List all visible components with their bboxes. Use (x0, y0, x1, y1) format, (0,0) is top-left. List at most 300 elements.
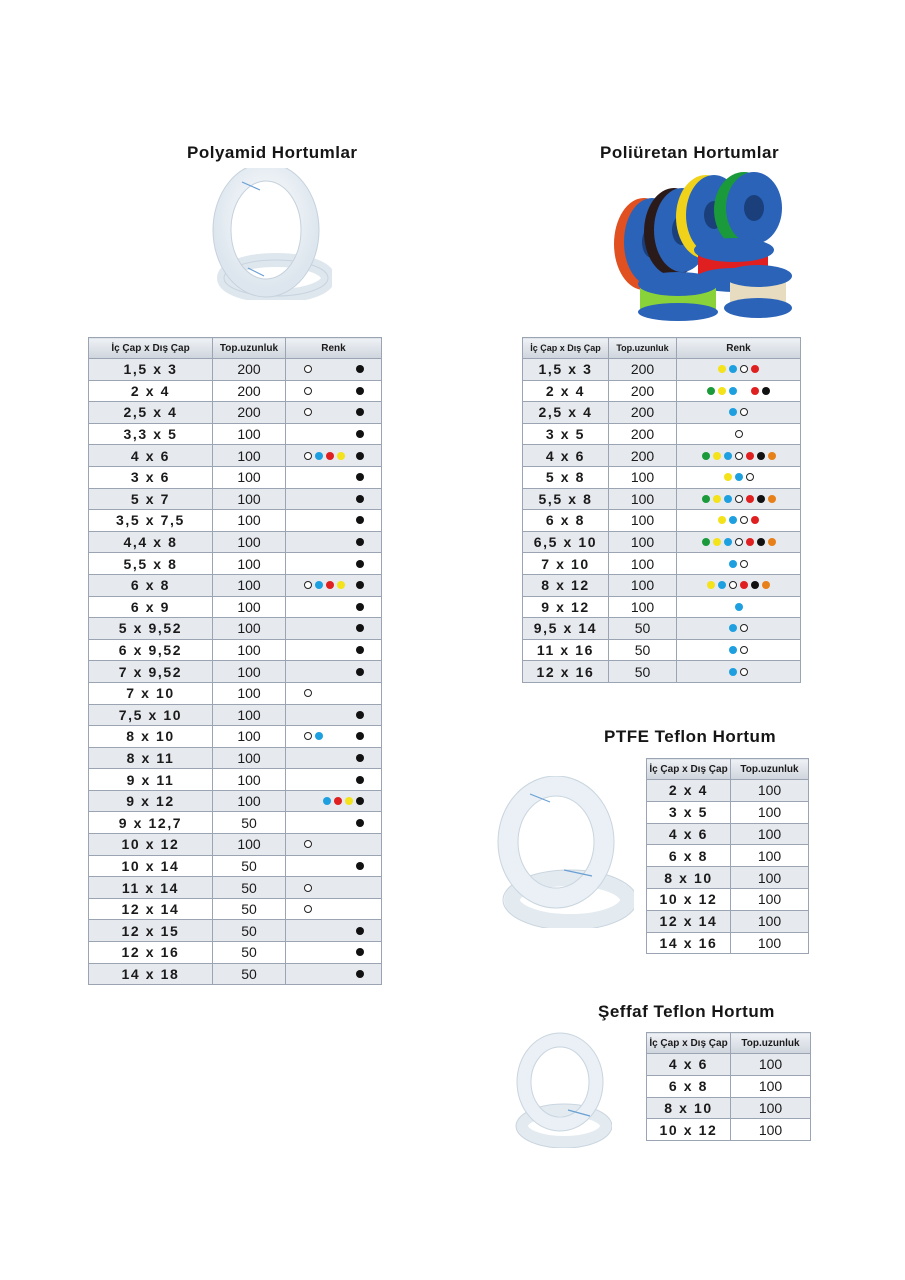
black-color-dot-icon (356, 948, 364, 956)
red-color-dot-icon (746, 452, 754, 460)
size-cell: 12 x 16 (523, 661, 609, 683)
red-color-dot-icon (326, 452, 334, 460)
length-cell: 100 (731, 823, 809, 845)
black-color-dot-icon (762, 387, 770, 395)
size-cell: 2 x 4 (523, 380, 609, 402)
black-color-dot-icon (757, 452, 765, 460)
yellow-color-dot-icon (713, 452, 721, 460)
color-dots-right (354, 948, 365, 956)
black-color-dot-icon (356, 430, 364, 438)
seffaf-title: Şeffaf Teflon Hortum (598, 1002, 775, 1021)
table-row (523, 531, 801, 553)
color-cell (286, 963, 382, 985)
table-row (647, 823, 809, 845)
length-cell: 50 (609, 661, 677, 683)
length-cell: 100 (213, 747, 286, 769)
color-cell (286, 510, 382, 532)
color-cell (286, 531, 382, 553)
white-color-dot-icon (740, 365, 748, 373)
color-dots-right (354, 495, 365, 503)
black-color-dot-icon (356, 538, 364, 546)
size-cell: 3 x 5 (523, 423, 609, 445)
color-dots-left (302, 452, 346, 460)
table-row (89, 898, 382, 920)
black-color-dot-icon (356, 581, 364, 589)
table-row (523, 445, 801, 467)
color-dots-right (354, 516, 365, 524)
size-cell: 11 x 16 (523, 639, 609, 661)
table-row (647, 1119, 811, 1141)
color-cell (286, 790, 382, 812)
color-cell (286, 855, 382, 877)
color-dots-right (354, 862, 365, 870)
black-color-dot-icon (356, 473, 364, 481)
table-row (647, 932, 809, 954)
length-cell: 100 (213, 488, 286, 510)
white-color-dot-icon (740, 624, 748, 632)
length-cell: 100 (609, 488, 677, 510)
table-row (89, 812, 382, 834)
color-dots-right (354, 538, 365, 546)
color-cell (677, 618, 801, 640)
table-row (523, 661, 801, 683)
size-cell: 4 x 6 (523, 445, 609, 467)
red-color-dot-icon (326, 581, 334, 589)
black-color-dot-icon (356, 927, 364, 935)
header-length: Top.uzunluk (213, 338, 286, 359)
white-color-dot-icon (304, 884, 312, 892)
red-color-dot-icon (751, 516, 759, 524)
blue-color-dot-icon (323, 797, 331, 805)
length-cell: 100 (609, 596, 677, 618)
length-cell: 50 (213, 812, 286, 834)
yellow-color-dot-icon (718, 516, 726, 524)
size-cell: 3 x 5 (647, 801, 731, 823)
size-cell: 6 x 8 (647, 1075, 731, 1097)
table-row (647, 801, 809, 823)
size-cell: 4 x 6 (647, 823, 731, 845)
size-cell: 4 x 6 (647, 1054, 731, 1076)
size-cell: 10 x 12 (647, 1119, 731, 1141)
table-row (89, 618, 382, 640)
white-color-dot-icon (735, 452, 743, 460)
length-cell: 200 (609, 402, 677, 424)
table-row (89, 661, 382, 683)
color-dots-right (354, 970, 365, 978)
color-cell (677, 466, 801, 488)
size-cell: 2,5 x 4 (89, 402, 213, 424)
length-cell: 100 (213, 574, 286, 596)
length-cell: 100 (213, 834, 286, 856)
blue-color-dot-icon (729, 387, 737, 395)
yellow-color-dot-icon (337, 581, 345, 589)
length-cell: 100 (609, 466, 677, 488)
length-cell: 200 (609, 445, 677, 467)
seffaf-header-row (647, 1033, 811, 1054)
color-dots-right (354, 776, 365, 784)
table-row (647, 780, 809, 802)
size-cell: 14 x 16 (647, 932, 731, 954)
color-dots-right (354, 430, 365, 438)
color-dots-right (354, 603, 365, 611)
table-row (89, 359, 382, 381)
red-color-dot-icon (746, 538, 754, 546)
size-cell: 12 x 14 (89, 898, 213, 920)
length-cell: 200 (609, 423, 677, 445)
color-dots-right (354, 754, 365, 762)
black-color-dot-icon (356, 754, 364, 762)
color-cell (286, 812, 382, 834)
green-color-dot-icon (702, 495, 710, 503)
blue-color-dot-icon (718, 581, 726, 589)
red-color-dot-icon (334, 797, 342, 805)
color-dots-left (302, 732, 324, 740)
color-cell (286, 618, 382, 640)
length-cell: 50 (609, 618, 677, 640)
color-cell (286, 898, 382, 920)
length-cell: 100 (213, 790, 286, 812)
size-cell: 11 x 14 (89, 877, 213, 899)
color-dots-right (354, 473, 365, 481)
color-dots-left (302, 689, 313, 697)
size-cell: 5 x 9,52 (89, 618, 213, 640)
size-cell: 5 x 8 (523, 466, 609, 488)
color-cell (677, 531, 801, 553)
length-cell: 100 (731, 867, 809, 889)
white-color-dot-icon (735, 495, 743, 503)
table-row (523, 423, 801, 445)
white-color-dot-icon (740, 516, 748, 524)
black-color-dot-icon (751, 581, 759, 589)
length-cell: 100 (609, 574, 677, 596)
table-row (523, 618, 801, 640)
color-cell (286, 942, 382, 964)
color-cell (286, 920, 382, 942)
color-dots-left (302, 365, 313, 373)
table-row (89, 574, 382, 596)
size-cell: 12 x 15 (89, 920, 213, 942)
color-cell (286, 747, 382, 769)
color-dots-left (302, 905, 313, 913)
table-row (89, 682, 382, 704)
poliuretan-table (522, 337, 801, 683)
black-color-dot-icon (356, 776, 364, 784)
size-cell: 5 x 7 (89, 488, 213, 510)
size-cell: 9 x 12 (89, 790, 213, 812)
size-cell: 9 x 11 (89, 769, 213, 791)
color-cell (286, 466, 382, 488)
table-row (523, 553, 801, 575)
color-cell (286, 877, 382, 899)
orange-color-dot-icon (768, 452, 776, 460)
color-cell (677, 423, 801, 445)
poliuretan-header-row (523, 338, 801, 359)
white-color-dot-icon (304, 452, 312, 460)
size-cell: 6 x 8 (523, 510, 609, 532)
green-color-dot-icon (702, 452, 710, 460)
color-dots-right (354, 560, 365, 568)
table-row (647, 1075, 811, 1097)
size-cell: 1,5 x 3 (89, 359, 213, 381)
table-row (523, 380, 801, 402)
color-cell (286, 682, 382, 704)
length-cell: 200 (609, 380, 677, 402)
table-row (523, 574, 801, 596)
size-cell: 10 x 12 (647, 888, 731, 910)
length-cell: 50 (213, 920, 286, 942)
size-cell: 6 x 9,52 (89, 639, 213, 661)
length-cell: 100 (213, 704, 286, 726)
length-cell: 100 (731, 910, 809, 932)
color-dots-left (302, 581, 346, 589)
length-cell: 200 (213, 359, 286, 381)
size-cell: 14 x 18 (89, 963, 213, 985)
size-cell: 8 x 10 (647, 867, 731, 889)
length-cell: 100 (609, 553, 677, 575)
table-row (89, 769, 382, 791)
black-color-dot-icon (356, 862, 364, 870)
color-cell (286, 574, 382, 596)
table-row (523, 510, 801, 532)
white-color-dot-icon (304, 689, 312, 697)
color-dots-right (354, 732, 365, 740)
table-row (647, 867, 809, 889)
black-color-dot-icon (356, 711, 364, 719)
length-cell: 100 (731, 1119, 811, 1141)
size-cell: 8 x 10 (647, 1097, 731, 1119)
blue-color-dot-icon (729, 646, 737, 654)
table-row (647, 888, 809, 910)
length-cell: 50 (213, 877, 286, 899)
length-cell: 100 (213, 553, 286, 575)
color-dots-right (354, 624, 365, 632)
white-color-dot-icon (304, 581, 312, 589)
black-color-dot-icon (356, 819, 364, 827)
color-cell (677, 661, 801, 683)
length-cell: 50 (213, 963, 286, 985)
table-row (89, 553, 382, 575)
black-color-dot-icon (757, 495, 765, 503)
header-length: Top.uzunluk (731, 1033, 811, 1054)
black-color-dot-icon (356, 646, 364, 654)
white-color-dot-icon (740, 408, 748, 416)
black-color-dot-icon (356, 495, 364, 503)
table-row (89, 639, 382, 661)
black-color-dot-icon (356, 797, 364, 805)
orange-color-dot-icon (768, 538, 776, 546)
length-cell: 100 (213, 682, 286, 704)
yellow-color-dot-icon (707, 581, 715, 589)
length-cell: 100 (213, 466, 286, 488)
color-cell (286, 596, 382, 618)
header-size: İç Çap x Dış Çap (523, 338, 609, 359)
header-size: İç Çap x Dış Çap (647, 759, 731, 780)
black-color-dot-icon (356, 970, 364, 978)
color-cell (677, 574, 801, 596)
green-color-dot-icon (707, 387, 715, 395)
white-color-dot-icon (304, 365, 312, 373)
table-row (523, 596, 801, 618)
blue-color-dot-icon (724, 538, 732, 546)
length-cell: 100 (213, 726, 286, 748)
length-cell: 100 (609, 510, 677, 532)
table-row (89, 531, 382, 553)
table-row (89, 790, 382, 812)
blue-color-dot-icon (315, 732, 323, 740)
size-cell: 5,5 x 8 (523, 488, 609, 510)
table-row (523, 359, 801, 381)
size-cell: 6,5 x 10 (523, 531, 609, 553)
size-cell: 3,5 x 7,5 (89, 510, 213, 532)
table-row (89, 942, 382, 964)
yellow-color-dot-icon (713, 495, 721, 503)
red-color-dot-icon (746, 495, 754, 503)
header-size: İç Çap x Dış Çap (89, 338, 213, 359)
color-dots-left (302, 884, 313, 892)
size-cell: 3,3 x 5 (89, 423, 213, 445)
blue-color-dot-icon (315, 452, 323, 460)
length-cell: 100 (731, 845, 809, 867)
ptfe-coil-image (494, 776, 634, 928)
size-cell: 9 x 12,7 (89, 812, 213, 834)
size-cell: 7 x 9,52 (89, 661, 213, 683)
ptfe-header-row (647, 759, 809, 780)
size-cell: 1,5 x 3 (523, 359, 609, 381)
table-row (89, 855, 382, 877)
black-color-dot-icon (356, 603, 364, 611)
blue-color-dot-icon (735, 603, 743, 611)
size-cell: 5,5 x 8 (89, 553, 213, 575)
color-cell (677, 380, 801, 402)
size-cell: 7,5 x 10 (89, 704, 213, 726)
header-length: Top.uzunluk (609, 338, 677, 359)
color-cell (677, 639, 801, 661)
color-dots-left (302, 408, 313, 416)
table-row (89, 466, 382, 488)
table-row (647, 1097, 811, 1119)
seffaf-table (646, 1032, 811, 1141)
white-color-dot-icon (729, 581, 737, 589)
color-cell (286, 488, 382, 510)
color-cell (286, 553, 382, 575)
white-color-dot-icon (735, 430, 743, 438)
color-cell (286, 423, 382, 445)
poliuretan-spools-image (594, 172, 800, 322)
color-cell (286, 769, 382, 791)
length-cell: 100 (731, 1075, 811, 1097)
table-row (89, 510, 382, 532)
yellow-color-dot-icon (713, 538, 721, 546)
color-dots-right (354, 581, 365, 589)
color-cell (677, 445, 801, 467)
length-cell: 200 (213, 402, 286, 424)
polyamid-header-row (89, 338, 382, 359)
length-cell: 100 (213, 596, 286, 618)
color-cell (677, 359, 801, 381)
length-cell: 100 (731, 932, 809, 954)
white-color-dot-icon (740, 646, 748, 654)
length-cell: 100 (213, 769, 286, 791)
table-row (523, 639, 801, 661)
color-dots-right (354, 927, 365, 935)
table-row (89, 423, 382, 445)
polyamid-coil-image (208, 168, 332, 300)
color-dots-right (354, 668, 365, 676)
length-cell: 100 (213, 423, 286, 445)
blue-color-dot-icon (735, 473, 743, 481)
length-cell: 50 (609, 639, 677, 661)
size-cell: 7 x 10 (523, 553, 609, 575)
size-cell: 6 x 8 (647, 845, 731, 867)
ptfe-table (646, 758, 809, 954)
length-cell: 50 (213, 942, 286, 964)
table-row (647, 1054, 811, 1076)
table-row (647, 845, 809, 867)
orange-color-dot-icon (768, 495, 776, 503)
red-color-dot-icon (751, 387, 759, 395)
color-dots-right (354, 452, 365, 460)
size-cell: 10 x 12 (89, 834, 213, 856)
table-row (89, 488, 382, 510)
table-row (89, 877, 382, 899)
color-dots-right (354, 646, 365, 654)
blue-color-dot-icon (729, 516, 737, 524)
size-cell: 7 x 10 (89, 682, 213, 704)
blue-color-dot-icon (724, 452, 732, 460)
size-cell: 9,5 x 14 (523, 618, 609, 640)
green-color-dot-icon (702, 538, 710, 546)
table-row (89, 380, 382, 402)
table-row (89, 963, 382, 985)
color-cell (286, 661, 382, 683)
table-row (89, 920, 382, 942)
white-color-dot-icon (304, 408, 312, 416)
size-cell: 8 x 10 (89, 726, 213, 748)
length-cell: 100 (731, 1097, 811, 1119)
red-color-dot-icon (751, 365, 759, 373)
color-cell (677, 510, 801, 532)
length-cell: 100 (213, 510, 286, 532)
size-cell: 12 x 14 (647, 910, 731, 932)
polyamid-table (88, 337, 382, 985)
blue-color-dot-icon (729, 408, 737, 416)
length-cell: 100 (213, 661, 286, 683)
color-cell (677, 553, 801, 575)
black-color-dot-icon (356, 365, 364, 373)
white-color-dot-icon (304, 732, 312, 740)
color-cell (286, 726, 382, 748)
length-cell: 100 (213, 531, 286, 553)
length-cell: 50 (213, 898, 286, 920)
white-color-dot-icon (304, 840, 312, 848)
white-color-dot-icon (740, 560, 748, 568)
color-dots-right (354, 365, 365, 373)
yellow-color-dot-icon (337, 452, 345, 460)
table-row (89, 704, 382, 726)
color-dots-right (354, 711, 365, 719)
yellow-color-dot-icon (345, 797, 353, 805)
seffaf-coil-image (510, 1030, 612, 1148)
black-color-dot-icon (356, 560, 364, 568)
yellow-color-dot-icon (718, 387, 726, 395)
blue-color-dot-icon (729, 560, 737, 568)
black-color-dot-icon (356, 732, 364, 740)
table-row (89, 747, 382, 769)
ptfe-title: PTFE Teflon Hortum (604, 727, 777, 746)
table-row (89, 402, 382, 424)
size-cell: 8 x 12 (523, 574, 609, 596)
length-cell: 100 (731, 780, 809, 802)
